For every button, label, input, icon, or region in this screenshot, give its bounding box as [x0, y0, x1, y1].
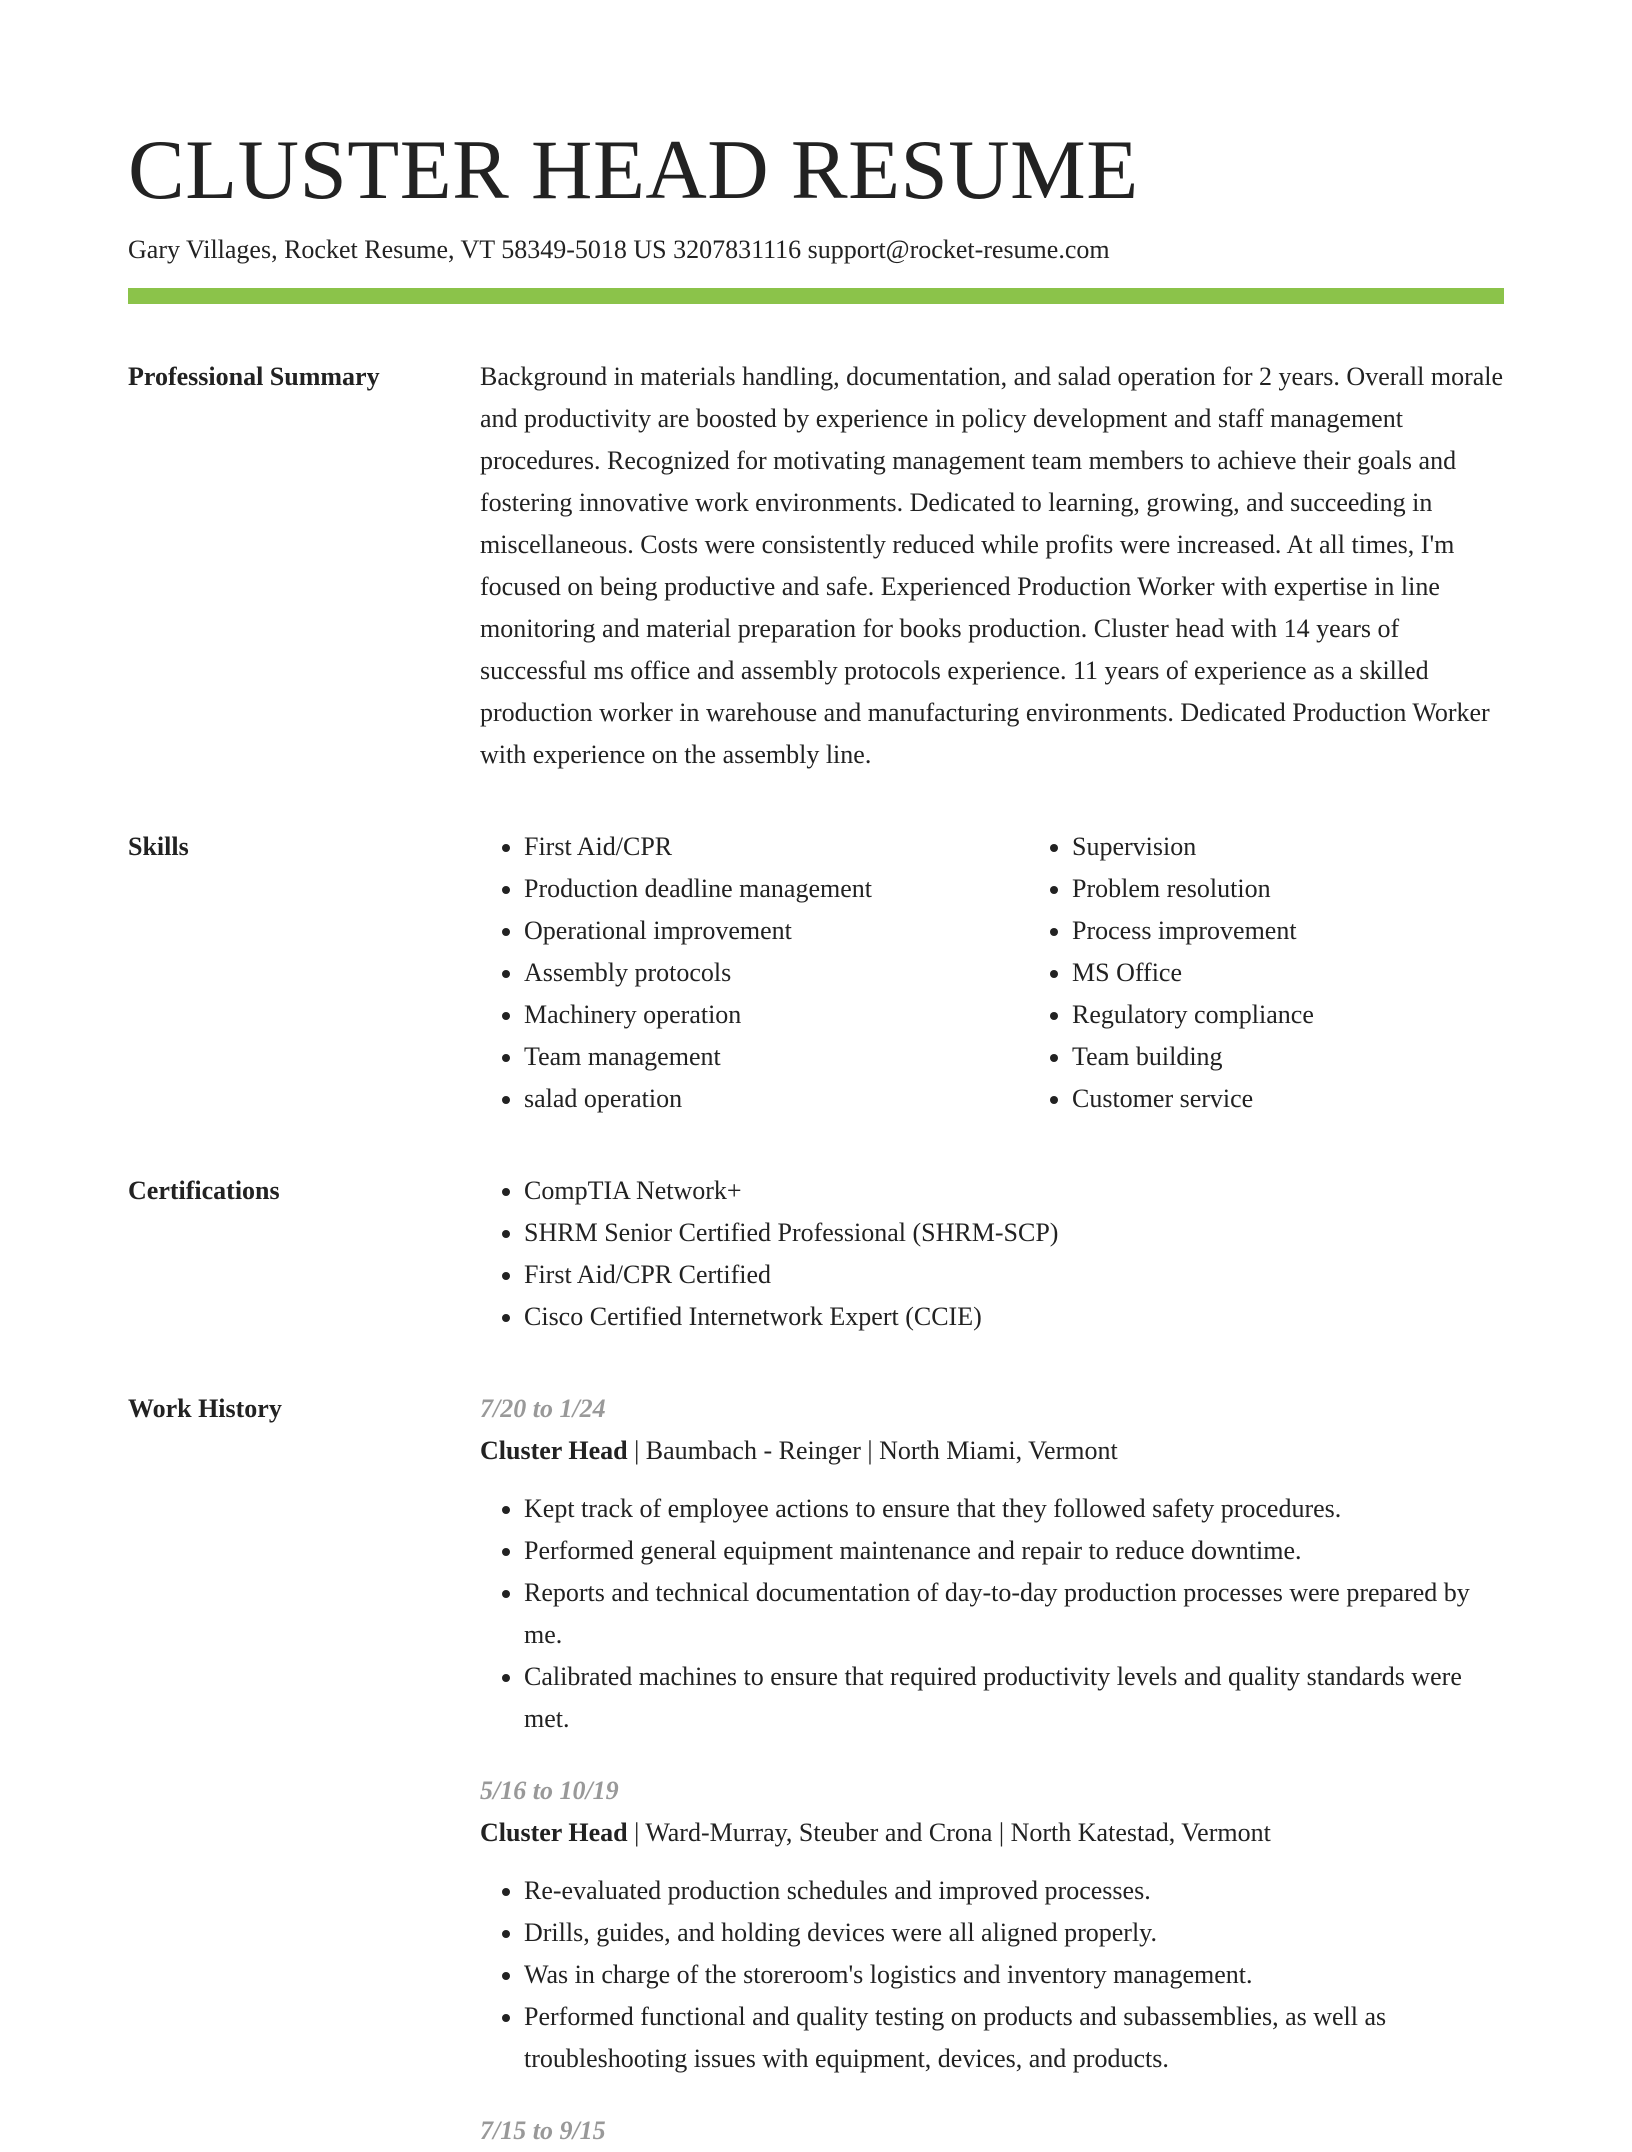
skill-item: • Process improvement — [1072, 910, 1576, 952]
section-label-certifications: Certifications — [128, 1176, 280, 1205]
certification-item: • CompTIA Network+ — [524, 1170, 1504, 1212]
summary-text: Background in materials handling, documentation, and salad operation for 2 years. Overall morale and productivity are boosted by experience in policy development and staff management procedures. Recognized for motivating management team members to achieve their goals and fostering innovative work environments. Dedicated to learning, growing, and succeeding in miscellaneous. Costs were consistently reduced while profits were increased. At all times, I'm focused on being productive and safe. Experienced Production Worker with expertise in line monitoring and material preparation for books production. Cluster head with 14 years of successful ms office and assembly protocols experience. 11 years of experience as a skilled production worker in warehouse and manufacturing environments. Dedicated Production Worker with experience on the assembly line. — [480, 362, 1504, 769]
accent-divider — [128, 288, 1504, 304]
job-title: Cluster Head — [480, 1436, 628, 1465]
job-heading — [480, 1430, 1504, 1472]
summary-body — [480, 356, 1504, 776]
certification-item: • First Aid/CPR Certified — [524, 1254, 1504, 1296]
job-entry — [480, 2110, 1504, 2152]
job-bullet: • Reports and technical documentation of day-to-day production processes were prepared by me. — [524, 1572, 1504, 1656]
job-bullets — [480, 1488, 1504, 1740]
skill-item: • Problem resolution — [1072, 868, 1576, 910]
job-bullet: • Drills, guides, and holding devices were all aligned properly. — [524, 1912, 1504, 1954]
skill-item: • Team building — [1072, 1036, 1576, 1078]
job-employer-location: | Baumbach - Reinger | North Miami, Vermont — [627, 1436, 1118, 1465]
job-employer-location: | Ward-Murray, Steuber and Crona | North Katestad, Vermont — [627, 1818, 1271, 1847]
skill-item: • Assembly protocols — [524, 952, 1028, 994]
section-label-summary: Professional Summary — [128, 362, 380, 391]
skill-item: • Team management — [524, 1036, 1028, 1078]
work-history-body — [480, 1388, 1504, 2152]
certifications-list — [480, 1170, 1504, 1338]
resume-title: CLUSTER HEAD RESUME — [128, 123, 1139, 217]
job-dates: 7/20 to 1/24 — [480, 1394, 606, 1423]
certification-item: • SHRM Senior Certified Professional (SHRM-SCP) — [524, 1212, 1504, 1254]
skills-column-right — [1028, 826, 1576, 1120]
certifications-body — [480, 1170, 1504, 1338]
job-bullet: • Was in charge of the storeroom's logistics and inventory management. — [524, 1954, 1504, 1996]
job-dates: 7/15 to 9/15 — [480, 2116, 606, 2145]
section-label-skills: Skills — [128, 832, 189, 861]
job-bullet: • Kept track of employee actions to ensure that they followed safety procedures. — [524, 1488, 1504, 1530]
skills-column-left — [480, 826, 1028, 1120]
job-bullet: • Re-evaluated production schedules and improved processes. — [524, 1870, 1504, 1912]
skill-item: • Regulatory compliance — [1072, 994, 1576, 1036]
job-entry — [480, 1770, 1504, 2080]
skill-item: • Machinery operation — [524, 994, 1028, 1036]
skill-item: • Customer service — [1072, 1078, 1576, 1120]
certifications-section — [128, 1170, 1504, 1338]
skills-grid — [480, 826, 1576, 1120]
job-entry — [480, 1388, 1504, 1740]
job-heading — [480, 1812, 1504, 1854]
job-title: Cluster Head — [480, 1818, 628, 1847]
skill-item: • Supervision — [1072, 826, 1576, 868]
resume-page — [128, 120, 1504, 2152]
job-bullets — [480, 1870, 1504, 2080]
job-bullet: • Calibrated machines to ensure that required productivity levels and quality standards were met. — [524, 1656, 1504, 1740]
summary-section — [128, 356, 1504, 776]
skills-section — [128, 826, 1504, 1120]
skill-item: • salad operation — [524, 1078, 1028, 1120]
section-label-work-history: Work History — [128, 1394, 282, 1423]
work-history-section — [128, 1388, 1504, 2152]
skill-item: • Operational improvement — [524, 910, 1028, 952]
certification-item: • Cisco Certified Internetwork Expert (CCIE) — [524, 1296, 1504, 1338]
job-bullet: • Performed functional and quality testing on products and subassemblies, as well as troubleshooting issues with equipment, devices, and products. — [524, 1996, 1504, 2080]
skill-item: • MS Office — [1072, 952, 1576, 994]
job-bullet: • Performed general equipment maintenance and repair to reduce downtime. — [524, 1530, 1504, 1572]
skill-item: • Production deadline management — [524, 868, 1028, 910]
skill-item: • First Aid/CPR — [524, 826, 1028, 868]
job-dates: 5/16 to 10/19 — [480, 1776, 619, 1805]
contact-line: Gary Villages, Rocket Resume, VT 58349-5018 US 3207831116 support@rocket-resume.com — [128, 235, 1110, 264]
